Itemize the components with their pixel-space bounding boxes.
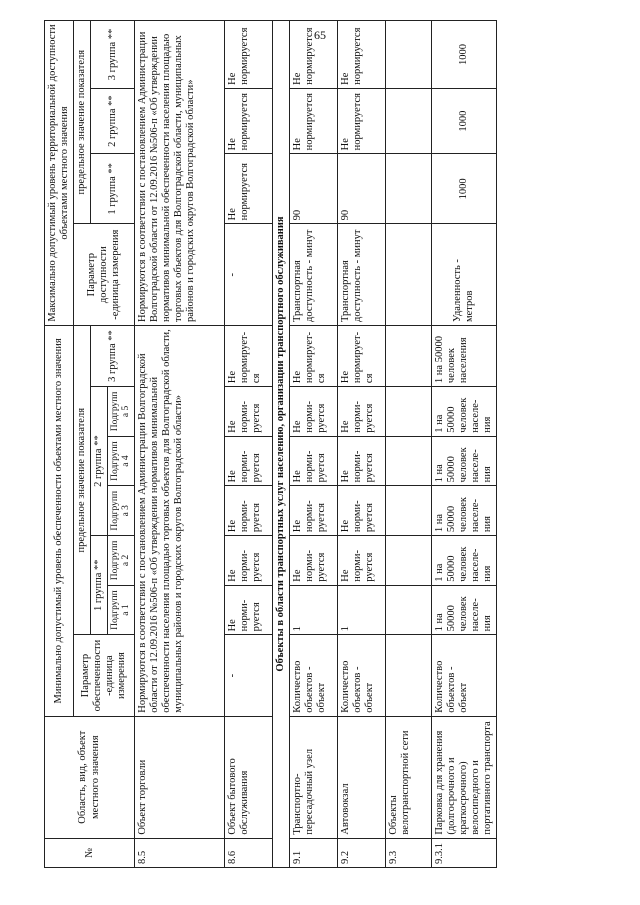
row-8-5: [135, 21, 225, 868]
row-num: 8.5: [135, 838, 225, 867]
row-param: Количество объектов - объект: [338, 635, 386, 716]
norms-table: [44, 20, 497, 868]
row-name: Транспортно-пересадочный узел: [290, 716, 338, 838]
header-sub3: Подгруппа 3: [108, 486, 135, 536]
row-num: 9.3: [386, 838, 432, 867]
row-min-text: Нормируются в соответствии с постановлением Администрации Волгоградской области от 12.09.2016 №506-п «Об утверждении нормативов минимальной обеспеченности населения площадью торговых объектов для Волгоградской области, муниципальных районов и городских округов Волгоградской области»: [135, 326, 225, 717]
row-m1: Не нормируется: [225, 154, 273, 224]
row-max-text: Нормируются в соответствии с постановлением Администрации Волгоградской области от 12.09.2016 №506-п «Об утверждении нормативов минимальной обеспеченности населения площадью торговых объектов для Волгоградской области, муниципальных районов и городских округов Волгоградской области»: [135, 21, 225, 326]
row-s2: Не норми-руется: [225, 536, 273, 586]
row-s3: 1 на 50000 человек населе-ния: [432, 486, 497, 536]
header-mg2: 2 группа **: [91, 88, 135, 153]
row-name: Объекты велотранспортной сети: [386, 716, 432, 838]
header-sub4: Подгруппа 4: [108, 436, 135, 486]
row-m3: Не нормируется: [338, 21, 386, 89]
row-m2: Не нормируется: [290, 88, 338, 153]
row-s4: Не норми-руется: [290, 436, 338, 486]
row-num: 8.6: [225, 838, 273, 867]
header-mg1: 1 группа **: [91, 154, 135, 224]
row-m3: Не нормируется: [290, 21, 338, 89]
header-num: №: [45, 838, 135, 867]
header-mg3: 3 группа **: [91, 21, 135, 89]
row-s2: Не норми-руется: [290, 536, 338, 586]
row-s5: Не норми-руется: [225, 387, 273, 437]
header-row-1: [45, 21, 74, 868]
row-s1: Не норми-руется: [225, 585, 273, 635]
header-limit-max: предельное значение показателя: [74, 21, 91, 224]
row-g3: Не нормирует-ся: [225, 326, 273, 387]
row-num: 9.1: [290, 838, 338, 867]
section-title: Объекты в области транспортных услуг населению, организации транспортного обслуживания: [273, 21, 290, 868]
row-m2: Не нормируется: [338, 88, 386, 153]
row-num: 9.2: [338, 838, 386, 867]
header-param-min: Параметр обеспеченности -единица измерения: [74, 635, 135, 716]
row-m1: 90: [338, 154, 386, 224]
header-g2: 2 группа **: [91, 387, 108, 536]
header-param-max: Параметр доступности -единица измерения: [74, 224, 135, 326]
row-g3: 1 на 50000 человек населения: [432, 326, 497, 387]
page-number: 65: [314, 28, 326, 42]
row-mparam: Транспортная доступность - минут: [338, 224, 386, 326]
row-s1: 1: [290, 585, 338, 635]
row-s5: 1 на 50000 человек населе-ния: [432, 387, 497, 437]
row-param: Количество объектов - объект: [290, 635, 338, 716]
header-g1: 1 группа **: [91, 536, 108, 635]
row-mparam: -: [225, 224, 273, 326]
row-mparam: Удаленность - метров: [432, 224, 497, 326]
header-sub2: Подгруппа 2: [108, 536, 135, 586]
row-name: Объект торговли: [135, 716, 225, 838]
row-s5: Не норми-руется: [290, 387, 338, 437]
row-name: Автовокзал: [338, 716, 386, 838]
row-g3: Не нормирует-ся: [290, 326, 338, 387]
row-s4: 1 на 50000 человек населе-ния: [432, 436, 497, 486]
row-s2: 1 на 50000 человек населе-ния: [432, 536, 497, 586]
row-s4: Не норми-руется: [338, 436, 386, 486]
row-m2: Не нормируется: [225, 88, 273, 153]
row-param: -: [225, 635, 273, 716]
row-s2: Не норми-руется: [338, 536, 386, 586]
row-8-6: [225, 21, 273, 868]
rotated-table-sheet: [44, 20, 604, 868]
row-num: 9.3.1: [432, 838, 497, 867]
row-name: Объект бытового обслуживания: [225, 716, 273, 838]
row-s1: 1 на 50000 человек населе-ния: [432, 585, 497, 635]
row-m3: 1000: [432, 21, 497, 89]
row-9-1: [290, 21, 338, 868]
row-9-3-1: [432, 21, 497, 868]
header-limit-min: предельное значение показателя: [74, 326, 91, 635]
row-s1: 1: [338, 585, 386, 635]
row-s5: Не норми-руется: [338, 387, 386, 437]
row-m1: 1000: [432, 154, 497, 224]
row-param: Количество объектов - объект: [432, 635, 497, 716]
row-s3: Не норми-руется: [225, 486, 273, 536]
row-m2: 1000: [432, 88, 497, 153]
row-9-2: [338, 21, 386, 868]
row-9-3: [386, 21, 432, 868]
section-row: [273, 21, 290, 868]
row-m3: Не нормируется: [225, 21, 273, 89]
row-m1: 90: [290, 154, 338, 224]
row-mparam: Транспортная доступность - минут: [290, 224, 338, 326]
header-sub5: Подгруппа 5: [108, 387, 135, 437]
header-min-level: Минимально допустимый уровень обеспеченности объектами местного значения: [45, 326, 74, 717]
row-s3: Не норми-руется: [338, 486, 386, 536]
header-sub1: Подгруппа 1: [108, 585, 135, 635]
row-name: Парковка для хранения (долгосрочного и краткосрочного) велосипедного и портативного транспорта: [432, 716, 497, 838]
header-g3: 3 группа **: [91, 326, 135, 387]
row-s4: Не норми-руется: [225, 436, 273, 486]
header-area: Область, вид, объект местного значения: [45, 716, 135, 838]
header-max-level: Максимально допустимый уровень территориальной доступности объектами местного значения: [45, 21, 74, 326]
row-s3: Не норми-руется: [290, 486, 338, 536]
row-g3: Не нормирует-ся: [338, 326, 386, 387]
